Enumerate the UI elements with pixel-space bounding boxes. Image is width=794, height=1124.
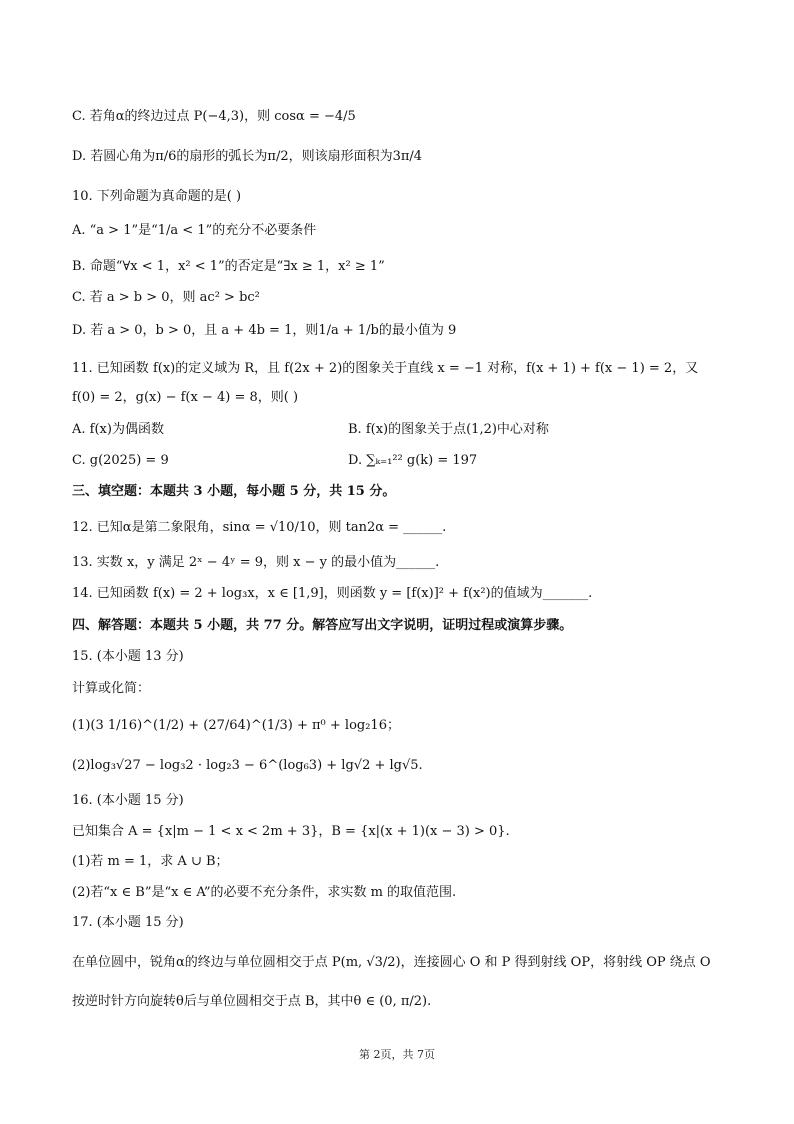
option-9c: C. 若角α的终边过点 P(−4,3)，则 cosα = −4/5 (72, 109, 356, 124)
option-10a: A. “a > 1”是“1/a < 1”的充分不必要条件 (72, 223, 317, 238)
section-answer-heading: 四、解答题：本题共 5 小题，共 77 分。解答应写出文字说明，证明过程或演算步骤。 (72, 618, 573, 633)
option-11a: A. f(x)为偶函数 (72, 422, 164, 437)
question-11-line1: 11. 已知函数 f(x)的定义域为 R，且 f(2x + 2)的图象关于直线 x = −1 对称，f(x + 1) + f(x − 1) = 2，又 (72, 361, 699, 376)
question-16-part1: (1)若 m = 1，求 A ∪ B； (72, 854, 229, 869)
question-14: 14. 已知函数 f(x) = 2 + log₃x，x ∈ [1,9]，则函数 y = [f(x)]² + f(x²)的值域为_______. (72, 586, 593, 601)
question-17-header: 17. (本小题 15 分) (72, 915, 184, 930)
option-11d: D. ∑ₖ₌₁²² g(k) = 197 (348, 453, 478, 468)
question-17-line1: 在单位圆中，锐角α的终边与单位圆相交于点 P(m, √3/2)，连接圆心 O 和 P 得到射线 OP，将射线 OP 绕点 O (72, 955, 711, 970)
option-10c: C. 若 a > b > 0，则 ac² > bc² (72, 290, 260, 305)
option-10b: B. 命题“∀x < 1，x² < 1”的否定是“∃x ≥ 1，x² ≥ 1” (72, 259, 385, 274)
page-footer: 第 2页，共 7页 (359, 1048, 435, 1061)
question-16-stem: 已知集合 A = {x|m − 1 < x < 2m + 3}，B = {x|(x + 1)(x − 3) > 0}. (72, 824, 510, 839)
question-15-part2: (2)log₃√27 − log₃2 · log₂3 − 6^(log₆3) + lg√2 + lg√5. (72, 758, 423, 773)
question-16-header: 16. (本小题 15 分) (72, 793, 184, 808)
question-12: 12. 已知α是第二象限角，sinα = √10/10，则 tan2α = ______. (72, 520, 447, 535)
question-15-prompt: 计算或化简： (72, 681, 151, 696)
option-11c: C. g(2025) = 9 (72, 453, 169, 468)
section-fill-in-heading: 三、填空题：本题共 3 小题，每小题 5 分，共 15 分。 (72, 484, 396, 499)
option-11b: B. f(x)的图象关于点(1,2)中心对称 (348, 422, 549, 437)
question-10: 10. 下列命题为真命题的是( ) (72, 189, 242, 204)
question-17-line2: 按逆时针方向旋转θ后与单位圆相交于点 B，其中θ ∈ (0, π/2). (72, 994, 432, 1009)
question-15-part1: (1)(3 1/16)^(1/2) + (27/64)^(1/3) + π⁰ + log₂16； (72, 718, 400, 733)
question-15-header: 15. (本小题 13 分) (72, 649, 184, 664)
option-9d: D. 若圆心角为π/6的扇形的弧长为π/2，则该扇形面积为3π/4 (72, 149, 423, 164)
question-11-line2: f(0) = 2，g(x) − f(x − 4) = 8，则( ) (72, 390, 299, 405)
question-13: 13. 实数 x，y 满足 2ˣ − 4ʸ = 9，则 x − y 的最小值为______. (72, 555, 440, 570)
question-16-part2: (2)若“x ∈ B”是“x ∈ A”的必要不充分条件，求实数 m 的取值范围. (72, 885, 457, 900)
option-10d: D. 若 a > 0，b > 0，且 a + 4b = 1，则1/a + 1/b的最小值为 9 (72, 323, 457, 338)
